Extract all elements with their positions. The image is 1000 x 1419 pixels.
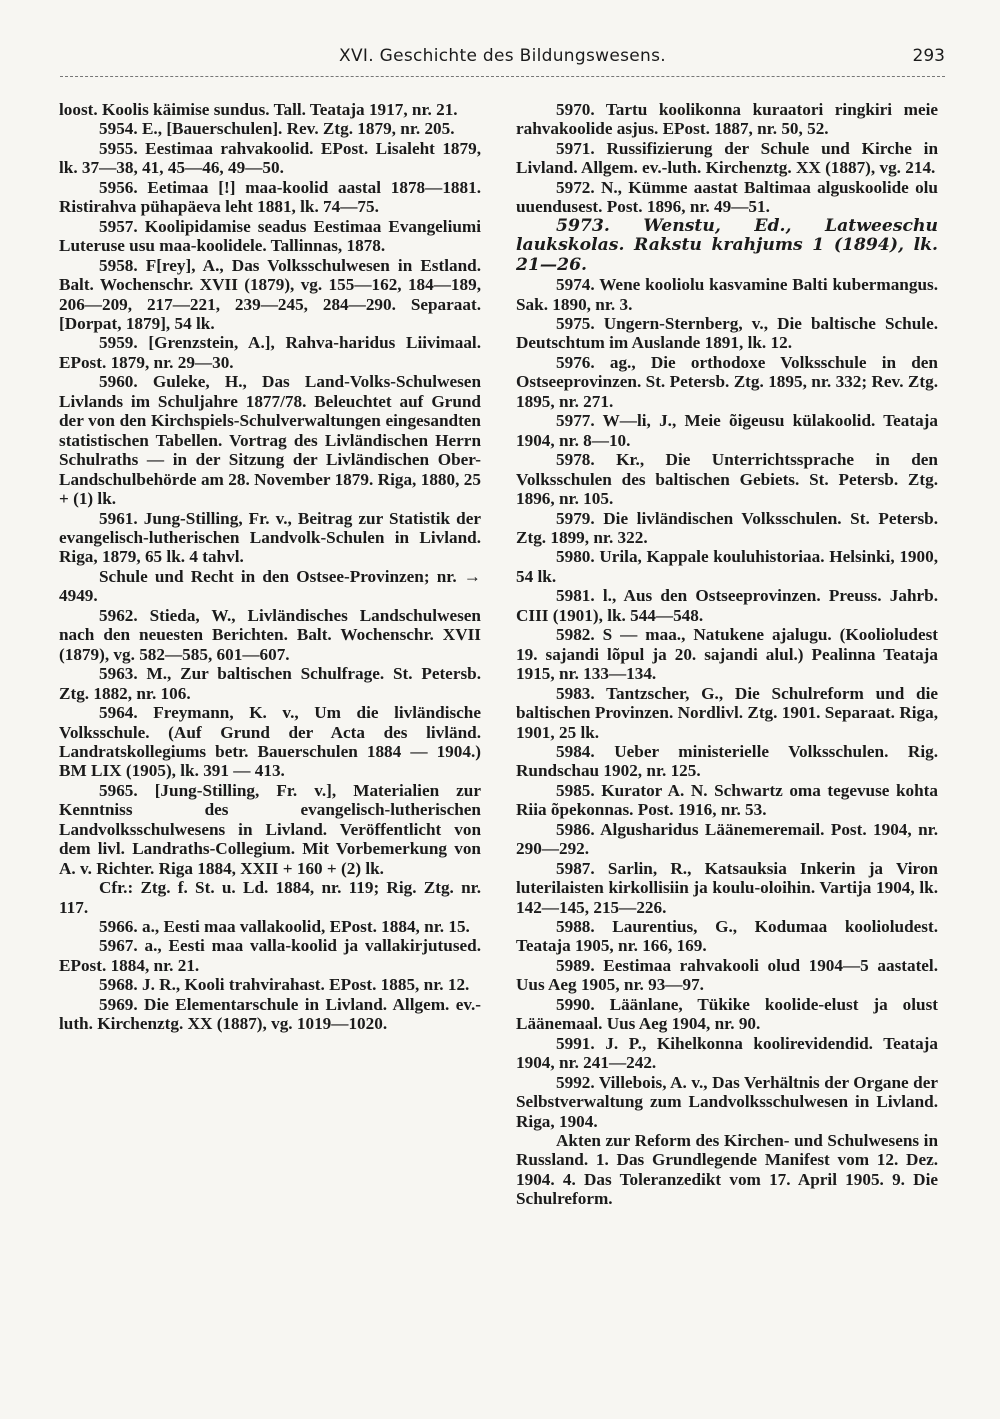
entry: 5972. N., Kümme aastat Baltimaa alguskoolide olu uuendusest. Post. 1896, nr. 49—51.: [516, 177, 938, 217]
entry: 5962. Stieda, W., Livländisches Landschulwesen nach den neuesten Berichten. Balt. Wochenschr. XVII (1879), vg. 582—585, 601—607.: [59, 605, 481, 664]
entry: 5965. [Jung-Stilling, Fr. v.], Materialien zur Kenntniss des evangelisch-lutherischen Landvolksschulwesens in Livland. Veröffentlicht von dem livl. Landraths-Collegium. Mit Vorbemerkung von A. v. Richter. Riga 1884, XXII + 160 + (2) lk.: [59, 780, 481, 878]
entry: 5956. Eetimaa [!] maa-koolid aastal 1878—1881. Ristirahva pühapäeva leht 1881, lk. 74—75.: [59, 177, 481, 217]
entry: 5969. Die Elementarschule in Livland. Allgem. ev.-luth. Kirchenztg. XX (1887), vg. 1019—1020.: [59, 994, 481, 1034]
entry: 5991. J. P., Kihelkonna koolirevidendid. Teataja 1904, nr. 241—242.: [516, 1033, 938, 1073]
entry: 5963. M., Zur baltischen Schulfrage. St. Petersb. Ztg. 1882, nr. 106.: [59, 664, 481, 703]
entry: 5989. Eestimaa rahvakooli olud 1904—5 aastatel. Uus Aeg 1905, nr. 93—97.: [516, 955, 938, 995]
entry: 5984. Ueber ministerielle Volksschulen. Rig. Rundschau 1902, nr. 125.: [516, 741, 938, 781]
entry: 5992. Villebois, A. v., Das Verhältnis der Organe der Selbstverwaltung zum Landvolksschulwesen in Livland. Riga, 1904.: [516, 1072, 938, 1131]
entry: 5990. Läänlane, Tükike koolide-elust ja olust Läänemaal. Uus Aeg 1904, nr. 90.: [516, 994, 938, 1034]
entry: 5985. Kurator A. N. Schwartz oma tegevuse kohta Riia õpekonnas. Post. 1916, nr. 53.: [516, 780, 938, 820]
running-title: XVI. Geschichte des Bildungswesens.: [339, 46, 666, 66]
entry: 5959. [Grenzstein, A.], Rahva-haridus Liivimaal. EPost. 1879, nr. 29—30.: [59, 333, 481, 372]
entry: 5978. Kr., Die Unterrichtssprache in den Volksschulen des baltischen Gebiets. St. Petersb. Ztg. 1896, nr. 105.: [516, 450, 938, 509]
page-header: [60, 40, 945, 76]
entry: 5961. Jung-Stilling, Fr. v., Beitrag zur Statistik der evangelisch-lutherischen Landvolk-Schulen in Livland. Riga, 1879, 65 lk. 4 tahvl.: [59, 508, 481, 567]
entry: 5964. Freymann, K. v., Um die livländische Volksschule. (Auf Grund der Acta des livländ. Landratskollegiums betr. Bauerschulen 1884 — 1904.) BM LIX (1905), lk. 391 — 413.: [59, 703, 481, 781]
entry: 5954. E., [Bauerschulen]. Rev. Ztg. 1879, nr. 205.: [99, 119, 455, 139]
entry: Cfr.: Ztg. f. St. u. Ld. 1884, nr. 119; Rig. Ztg. nr. 117.: [59, 878, 481, 917]
entry: 5988. Laurentius, G., Kodumaa koolioludest. Teataja 1905, nr. 166, 169.: [516, 917, 938, 956]
header-rule: [60, 76, 945, 77]
entry: 5955. Eestimaa rahvakoolid. EPost. Lisaleht 1879, lk. 37—38, 41, 45—46, 49—50.: [59, 138, 481, 178]
entry: 5974. Wene kooliolu kasvamine Balti kubermangus. Sak. 1890, nr. 3.: [516, 275, 938, 314]
entry: 5958. F[rey], A., Das Volksschulwesen in Estland. Balt. Wochenschr. XVII (1879), vg. 155—162, 184—189, 206—209, 217—221, 239—245, 284—290. Separaat. [Dorpat, 1879], 54 lk.: [59, 255, 481, 333]
entry: 5970. Tartu koolikonna kuraatori ringkiri meie rahvakoolide asjus. EPost. 1887, nr. 50, 52.: [516, 100, 938, 139]
entry: 5975. Ungern-Sternberg, v., Die baltische Schule. Deutschtum im Auslande 1891, lk. 12.: [516, 313, 938, 353]
entry: 5987. Sarlin, R., Katsauksia Inkerin ja Viron luterilaisten kirkollisiin ja koulu-oloihin. Vartija 1904, lk. 142—145, 215—226.: [516, 858, 938, 917]
entry: 5957. Koolipidamise seadus Eestimaa Evangeliumi Luteruse usu maa-koolidele. Tallinnas, 1878.: [59, 216, 481, 256]
entry: 5980. Urila, Kappale kouluhistoriaa. Helsinki, 1900, 54 lk.: [516, 547, 938, 586]
page-number: 293: [912, 46, 945, 66]
entry: 5982. S — maa., Natukene ajalugu. (Koolioludest 19. sajandi lõpul ja 20. sajandi alul.) Pealinna Teataja 1915, nr. 133—134.: [516, 625, 938, 684]
entry-fraktur: 5973. Wenstu, Ed., Latweeschu laukskolas. Rakstu krahjums 1 (1894), lk. 21—26.: [516, 215, 938, 275]
entry: 5968. J. R., Kooli trahvirahast. EPost. 1885, nr. 12.: [99, 975, 470, 995]
entry: Akten zur Reform des Kirchen- und Schulwesens in Russland. 1. Das Grundlegende Manifest vom 12. Dez. 1904. 4. Das Toleranzedikt vom 17. April 1905. 9. Die Schulreform.: [516, 1131, 938, 1209]
entry: 5977. W—li, J., Meie õigeusu külakoolid. Teataja 1904, nr. 8—10.: [516, 411, 938, 450]
entry: 5960. Guleke, H., Das Land-Volks-Schulwesen Livlands im Schuljahre 1877/78. Beleuchtet auf Grund der von den Kirchspiels-Schulverwaltungen eingesandten statistischen Tabellen. Vortrag des Livländischen Herrn Schulraths — in der Sitzung der Livländischen Ober-Landschulbehörde am 28. November 1879. Riga, 1880, 25 + (1) lk.: [59, 372, 481, 509]
entry: 5976. ag., Die orthodoxe Volksschule in den Ostseeprovinzen. St. Petersb. Ztg. 1895, nr. 332; Rev. Ztg. 1895, nr. 271.: [516, 352, 938, 411]
entry: Schule und Recht in den Ostsee-Provinzen; nr. → 4949.: [59, 566, 481, 606]
entry: 5979. Die livländischen Volksschulen. St. Petersb. Ztg. 1899, nr. 322.: [516, 508, 938, 547]
entry: loost. Koolis käimise sundus. Tall. Teataja 1917, nr. 21.: [59, 100, 458, 119]
entry: 5986. Algusharidus Läänemeremail. Post. 1904, nr. 290—292.: [516, 819, 938, 859]
entry: 5966. a., Eesti maa vallakoolid, EPost. 1884, nr. 15.: [99, 917, 470, 937]
left-column: [59, 100, 481, 1034]
entry: 5967. a., Eesti maa valla-koolid ja vallakirjutused. EPost. 1884, nr. 21.: [59, 936, 481, 975]
entry: 5983. Tantzscher, G., Die Schulreform und die baltischen Provinzen. Nordlivl. Ztg. 1901. Separaat. Riga, 1901, 25 lk.: [516, 683, 938, 742]
entry: 5971. Russifizierung der Schule und Kirche in Livland. Allgem. ev.-luth. Kirchenztg. XX (1887), vg. 214.: [516, 138, 938, 178]
entry: 5981. l., Aus den Ostseeprovinzen. Preuss. Jahrb. CIII (1901), lk. 544—548.: [516, 586, 938, 625]
right-column: [516, 100, 938, 1209]
